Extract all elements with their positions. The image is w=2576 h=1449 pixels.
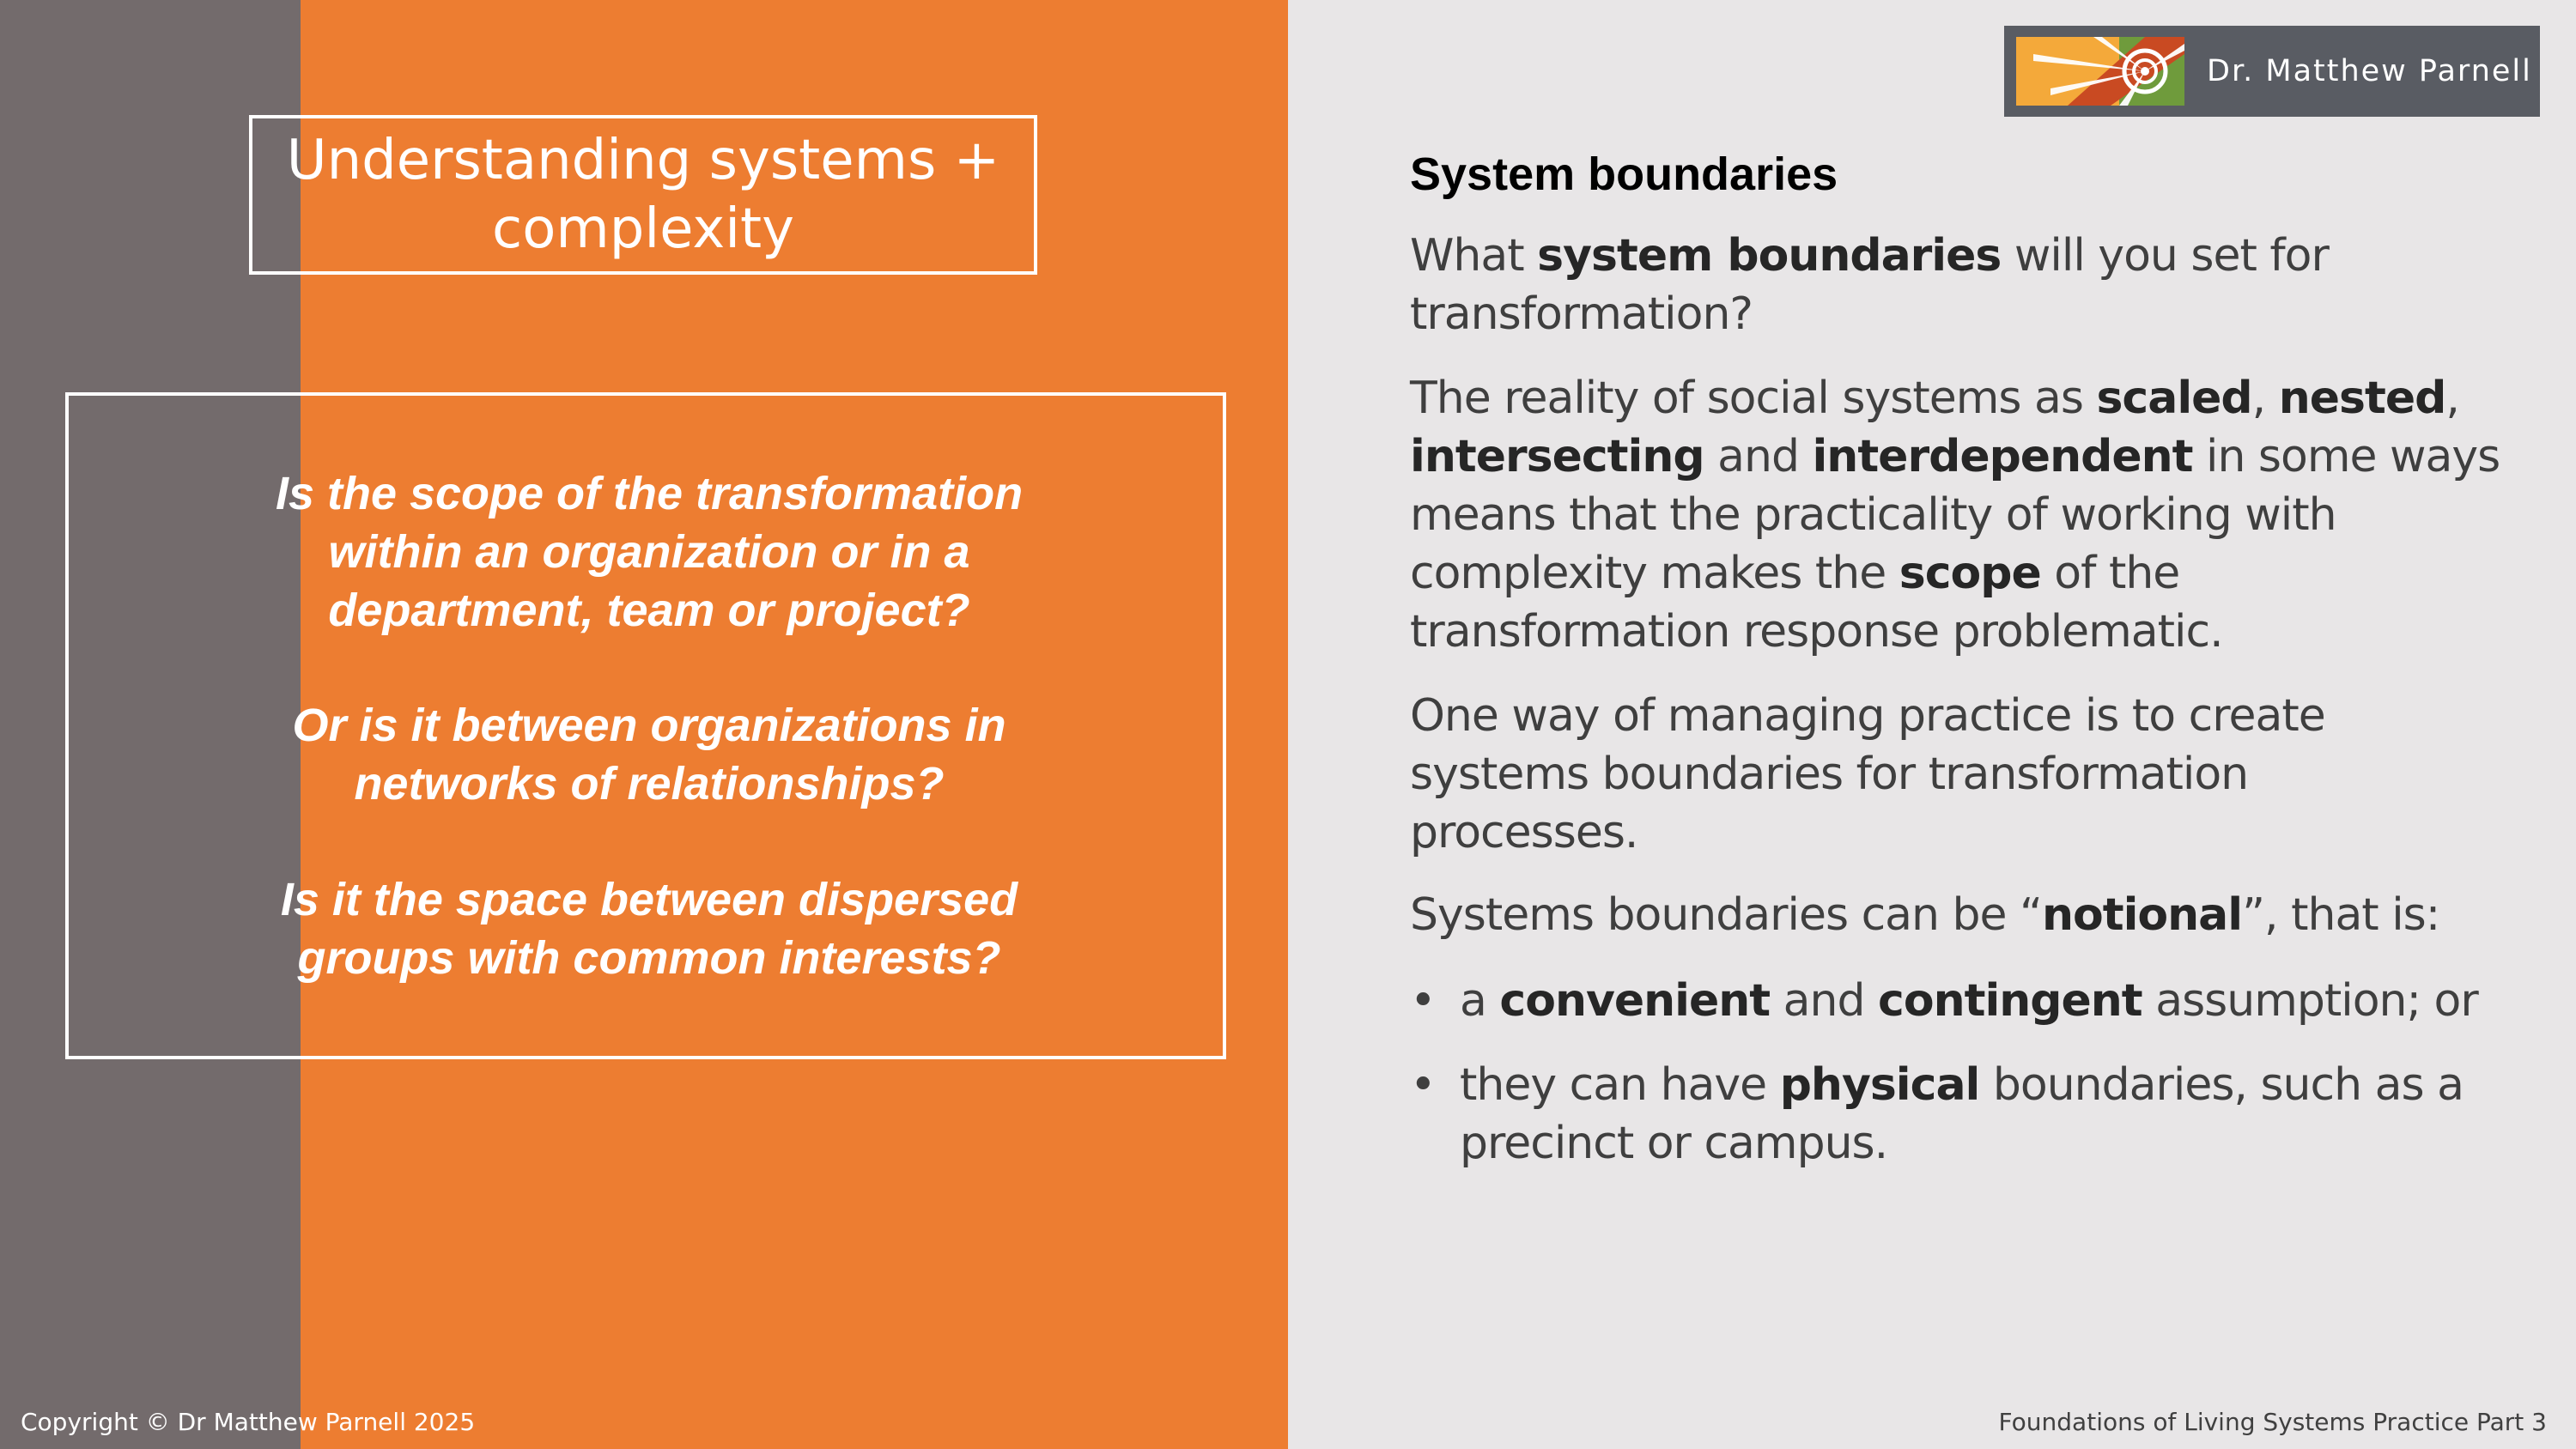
question-1: [69, 464, 1230, 640]
question-1-line-3: department, team or project?: [328, 585, 970, 636]
question-2-line-1: Or is it between organizations in: [292, 700, 1006, 751]
paragraph-1: What system boundaries will you set for transformation?: [1410, 230, 2329, 340]
bullet-icon: •: [1410, 975, 1436, 1027]
bullet-icon: •: [1410, 1059, 1436, 1111]
question-2-line-2: networks of relationships?: [354, 758, 945, 809]
series-footer: Foundations of Living Systems Practice Part 3: [1998, 1408, 2547, 1436]
question-1-line-2: within an organization or in a: [328, 526, 970, 578]
paragraph-3: One way of managing practice is to create systems boundaries for transformation processes.: [1410, 690, 2325, 858]
questions-box: [65, 392, 1226, 1059]
slide-title: Understanding systems + complexity: [286, 129, 1000, 261]
question-3-line-1: Is it the space between dispersed: [280, 874, 1018, 925]
nautilus-spiral-logo-icon: [2016, 37, 2184, 106]
question-1-line-1: Is the scope of the transformation: [275, 468, 1024, 519]
slide-title-box: [249, 115, 1037, 275]
copyright-footer: Copyright © Dr Matthew Parnell 2025: [21, 1408, 476, 1436]
section-heading: System boundaries: [1410, 149, 1838, 200]
question-3-line-2: groups with common interests?: [297, 932, 1001, 984]
author-name: Dr. Matthew Parnell: [2207, 54, 2532, 88]
paragraph-4: Systems boundaries can be “notional”, that is:: [1410, 889, 2440, 941]
author-logo: [2004, 26, 2540, 117]
paragraph-2: The reality of social systems as scaled, nested, intersecting and interdependent in some ways means that the practicality of working with complexity makes the scope of the transformation response problematic.: [1410, 373, 2500, 658]
question-3: [69, 870, 1230, 987]
question-2: [69, 696, 1230, 813]
